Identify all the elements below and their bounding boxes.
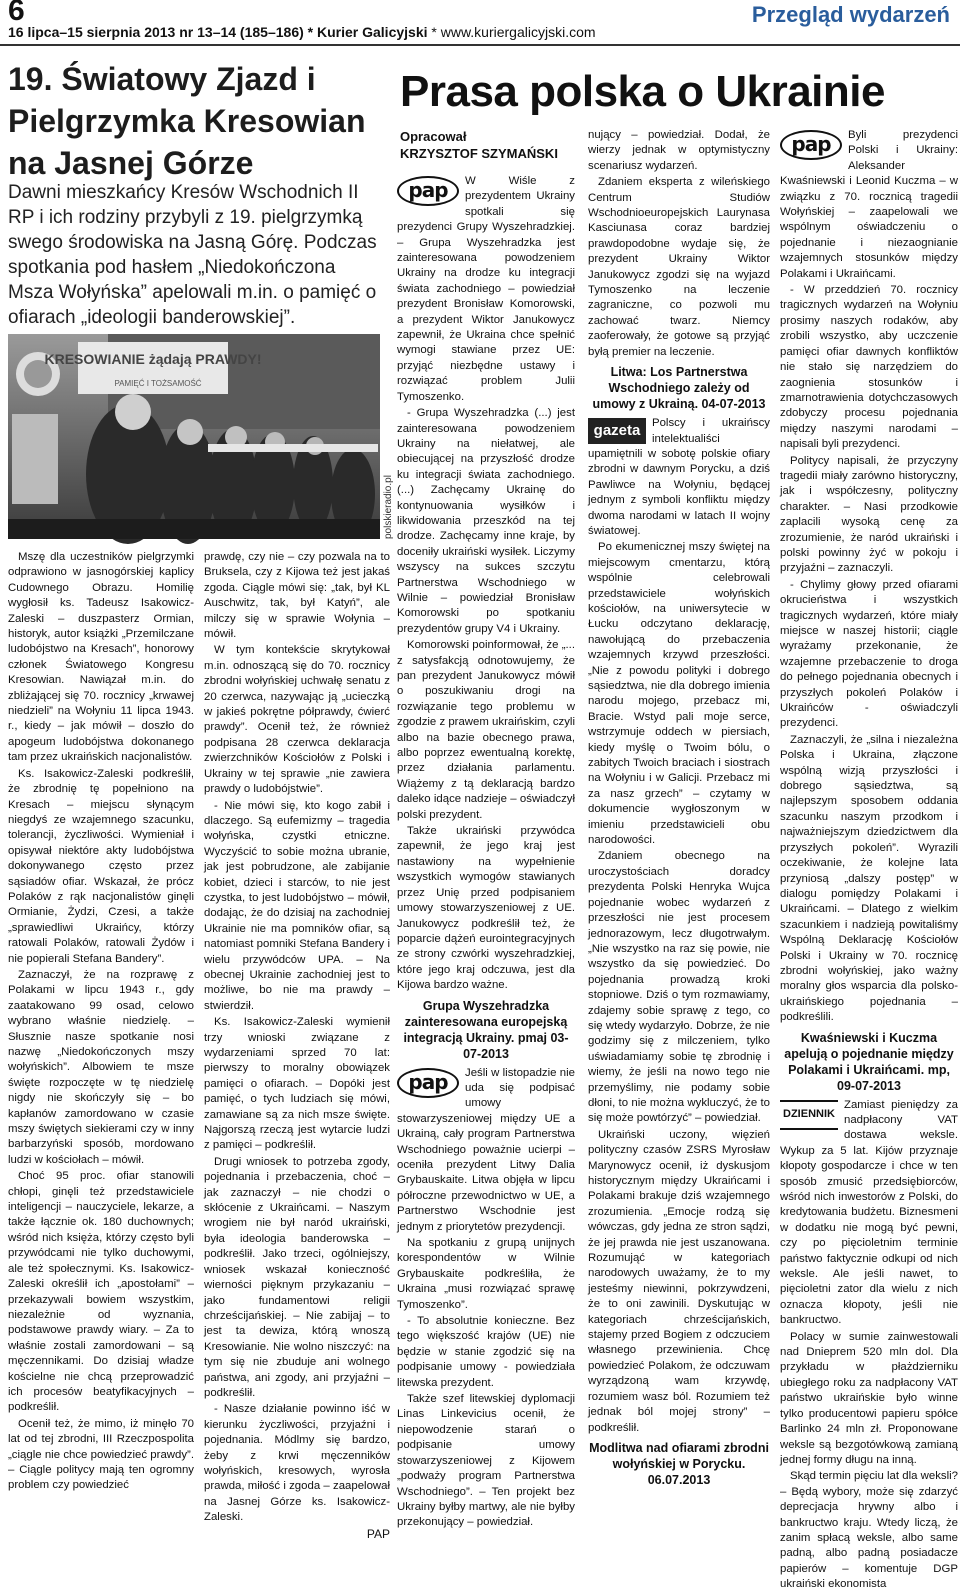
site-url[interactable]: * www.kuriergalicyjski.com (431, 24, 596, 40)
page-number: 6 (8, 0, 25, 27)
news-headline: Modlitwa nad ofiarami zbrodni wołyńskiej w Porycku. 06.07.2013 (589, 1440, 769, 1487)
byline (400, 128, 585, 162)
paragraph: Skąd termin pięciu lat dla weksli? – Będą wybory, może się zdarzyć deprecjacja hrywny albo i bankructwo kraju. Wtedy liczą, że zanim spłacą weksle, albo same padną, albo padną posiadacze papierów – komentuje DGP ukraiński ekonomista (780, 1470, 958, 1591)
photo-image (8, 334, 380, 539)
paragraph: Zamiast pieniędzy za nadpłacony VAT dostawa weksle. Wykup za 5 lat. Kijów przyznaje kłopoty gospodarcze i chce w ten sposób zmusić przedsiębiorców, wśród nich inwestorów z Polski, do kredytowania budżetu. Biznesmeni w dodatku nie mogą być pewni, czy po pięcioletnim terminie państwo faktycznie odkupi od nich weksle. Ale jeśli nawet, to pięcioletni zator dla wielu z nich oznacza kłopoty, jeśli nie bankructwo. (780, 1098, 958, 1327)
byline-author: KRZYSZTOF SZYMAŃSKI (400, 146, 558, 161)
paragraph: Zdaniem eksperta z wileńskiego Centrum Studiów Wschodnioeuropejskich Laurynasa Kasciunasa coraz bardziej prawdopodobne wydaje się, że prezydent Ukrainy Wiktor Janukowycz zgodzi się na wyjazd Tymoszenko na leczenie zagraniczne, co pozwoli mu zachować twarz. Niemcy zaoferowały, że gotowe są przyjąć byłą premier na leczenie. (588, 176, 770, 358)
paragraph: - W przeddzień 70. rocznicy tragicznych wydarzeń na Wołyniu prosimy naszych rodaków, aby zrobili wszystko, aby uczczenie pamięci ofiar dawnych konfliktów nie stało się narzędziem do zaognienia stosunków i zmarnotrawienia dotychczasowych zdobyczy procesu pojednania między naszymi narodami – napisali byli prezydenci. (780, 284, 958, 451)
paragraph: Na spotkaniu z grupą unijnych korespondentów w Wilnie Grybauskaite podkreśliła, że Ukraina „musi rozwiązać sprawę Tymoszenko”. (397, 1237, 575, 1311)
issue-dateline (8, 24, 596, 40)
left-article-column-2 (204, 550, 390, 1541)
paragraph: Byli prezydenci Polski i Ukrainy: Aleksander Kwaśniewski i Leonid Kuczma – w związku z 70. rocznicą tragedii Wołyńskiej – zaapelowali we wspólnym oświadczeniu o pojednanie i niezaognianie wzajemnych stosunków między Polakami i Ukraińcami. (780, 129, 958, 280)
paragraph: Ks. Isakowicz-Zaleski podkreślił, że zbrodnię tę popełniono na Kresach – miejscu słynącym niegdyś ze wzajemnego szacunku, tolerancji, życzliwości. Wymieniał i opisywał niektóre akty ludobójstwa dokonywanego często przez sąsiadów ofiar. Wskazał, że prócz Polaków z rąk nacjonalistów ginęli Ormianie, Żydzi, Czesi, a także „sprawiedliwi Ukraińcy, którzy ratowali Polaków, ratowali Żydów i nie popierali Stefana Bandery”. (8, 767, 194, 965)
paragraph: Jeśli w listopadzie nie uda się podpisać umowy stowarzyszeniowej między UE a Ukrainą, cały program Partnerstwa Wschodniego poważnie ucierpi – oceniła prezydent Litwy Dalia Grybauskaite. Litwa objęła w lipcu półroczne przewodnictwo w UE, a Partnerstwo Wschodnie jest jednym z priorytetów prezydencji. (397, 1066, 575, 1233)
section-title: Przegląd wydarzeń (751, 2, 950, 27)
paragraph: Zaznaczył, że na rozprawę z Polakami w lipcu 1943 r., gdy zaatakowano 99 osad, celowo wybrano właśnie niedzielę. – Słusznie nasze spotkanie nosi nazwę „Niedokończonych mszy wołyńskich”. Albowiem te msze święte rozpoczęte w tę niedzielę nigdy nie skończyły się – bo kapłanów zamordowano w czasie mszy świętych siekierami czy w inny barbarzyński sposób, mordowano ludzi w kościołach – mówił. (8, 968, 194, 1166)
paragraph: prawdę, czy nie – czy pozwala na to Bruksela, czy z Kijowa też jest jakaś zgoda. Ciągle mówi się: „tak, był KL Auschwitz, tak, był Katyń”, ale milczy się w sprawie Wołynia – mówił. (204, 551, 390, 641)
paragraph: Komorowski poinformował, że „... z satysfakcją odnotowujemy, że pan prezydent Janukowycz mówił o poszukiwaniu drogi na rozwiązanie tego problemu w zgodzie z prawem ukraińskim, czyli albo na bazie obecnego prawa, albo poprzez ewentualną korektę, przez działania parlamentu. Wiążemy z tą deklaracją bardzo daleko idące nadzieje – oświadczył polski prezydent. (397, 639, 575, 821)
paragraph: - Nasze działanie powinno iść w kierunku życzliwości, przyjaźni i pojednania. Módlmy się bardzo, żeby z krwi męczenników wołyńskich, kresowych, wyrosła prawda, miłość i zgoda – zaapelował na Jasnej Górze ks. Isakowicz-Zaleski. (204, 1403, 390, 1524)
paragraph: Polacy w sumie zainwestowali nad Dnieprem 520 mln dol. Dla przykładu w płażdzierniku ubiegłego roku za nadpłacony VAT państwo ukraińskie było winne tylko producentowi papieru spółce Barlinko 24 mln zł. Proponowane weksle są bezgotówkową zamianą jednej formy długu na inną. (780, 1330, 958, 1466)
paragraph: - Nie mówi się, kto kogo zabił i dlaczego. Są eufemizmy – tragedia wołyńska, czystki etniczne. Wyczyścić to sobie można ubranie, jak jest pobrudzone, ale zabijanie kobiet, dzieci i starców, to nie jest czystka, to jest ludobójstwo – mówił, dodając, że do dzisiaj na zachodniej Ukrainie nie ma pomników ofiar, są natomiast pomniki Stefana Bandery i wielu przywódców UPA. – Na obecnej Ukrainie zachodniej jest to możliwe, bo nie ma prawdy – stwierdził. (204, 799, 390, 1012)
paragraph: Zaznaczyli, że „silna i niezależna Polska i Ukraina, złączone wspólną wizją przyszłości i dobrego sąsiedztwa, są najlepszym sposobem oddania szacunku naszym przodkom i najważniejszym dziedzictwem dla przyszłych pokoleń”. Wyrazili oczekiwanie, że kolejne lata przyniosą „dalszy postęp” w dialogu pomiędzy Polakami i Ukraińcami. – Dlatego z wielkim szacunkiem i nadzieją powitaliśmy Wspólną Deklarację Kościołów Polski i Ukrainy w 70. rocznicę zbrodni wołyńskiej, jako ważny moralny głos wsparcia dla polsko-ukraińskiego pojednania – podkreślili. (780, 733, 958, 1024)
paragraph: Także ukraiński przywódca zapewnił, że jego kraj jest nastawiony na wypełnienie wszystkich wymogów stawianych przez Unię przed podpisaniem umowy stowarzyszeniowej z UE. Janukowycz podkreślił też, że poparcie dążeń eurointegracyjnych ze strony czwórki wyszehradzkiej, które jego kraj odczuwa, jest dla Kijowa bardzo ważne. (397, 825, 575, 992)
paragraph: Ks. Isakowicz-Zaleski wymienił trzy wnioski związane z wydarzeniami sprzed 70 lat: pierwszy to moralny obowiązek pamięci o ofiarach. – Dopóki jest pamięć, o tych ludziach się mówi, zamawiane są za nich msze święte. Najgorszą rzeczą jest wytarcie ludzi z pamięci – podkreślił. (204, 1016, 390, 1152)
pap-logo: pap (397, 1068, 459, 1098)
pilgrimage-photo (8, 334, 380, 539)
pap-logo: pap (780, 130, 842, 160)
paragraph: - Grupa Wyszehradzka (...) jest zainteresowana powodzeniem Ukrainy na niełatwej, ale obiecującej na przyszłość drodze ku integracji świata zachodniego. (...) Zachęcamy Ukrainę do kontynuowania wysiłków i likwidowania przeszkód na tej drodze. Zachęcamy inne kraje, by doceniły ukraiński wysiłek. Liczymy wszyscy na sukces szczytu Partnerstwa Wschodniego w Wilnie – powiedział Bronisław Komorowski po spotkaniu prezydentów grupy V4 i Ukrainy. (397, 407, 575, 635)
paragraph: Polscy i ukraińscy intelektualiści upamiętnili w sobotę polskie ofiary zbrodni w dawnym Porycku, a dziś Pawliwce na Wołyniu, będącej jednym z symboli konfliktu między dwoma narodami w latach II wojny światowej. (588, 417, 770, 537)
paragraph: Po ekumenicznej mszy świętej na miejscowym cmentarzu, którą wspólnie celebrowali przedstawiciele wołyńskich kościołów, na uniwersytecie w Łucku odczytano deklarację, nawołującą do przebaczenia wzajemnych krzywd przeszłości. „Nie z powodu polityki i dobrego sąsiedztwa, nie dla dobrego imienia narodu mojego, przebacz mi, Bracie. Wstyd pali moje serce, wstrzymuje oddech w piersiach, kiedy myślę o Twoim bólu, o zabitych Twoich braciach i siostrach na Wołyniu i w Galicji. Przebacz mi za nasz grzech” – czytamy w dokumencie wygłoszonym w imieniu przedstawicieli obu narodowości. (588, 541, 770, 847)
paragraph: - Chylimy głowy przed ofiarami okrucieństwa i wszystkich tragicznych wydarzeń, które miały miejsce w naszej historii; ciągle wyrażamy przekonanie, że wzajemne przebaczenie to droga do pełnego pojednania obecnych i przyszłych pokoleń Polaków i Ukraińców - oświadczyli prezydenci. (780, 578, 958, 730)
paragraph: Choć 95 proc. ofiar stanowili chłopi, ginęli też przedstawiciele inteligencji – nauczyciele, lekarze, a także łącznie ok. 180 duchownych; wśród nich księża, którzy często byli przywódcami nie tylko duchowymi, ale też społecznymi. Ks. Isakowicz-Zaleski określił ich „apostołami” – przekazywali bowiem wszystkim, niezależnie od wyznania, podstawowe prawdy wiary. – Za to właśnie zostali zamordowani – są męczennikami. Do dzisiaj władze kościelne nie chcą przeprowadzić ich procesów beatyfikacyjnych – podkreślił. (8, 1170, 194, 1414)
paragraph: - To absolutnie konieczne. Bez tego większość krajów (UE) nie będzie w stanie zgodzić się na podpisanie umowy - powiedziała litewska prezydent. (397, 1315, 575, 1389)
pap-logo: pap (397, 176, 459, 206)
photo-banner-subtext: PAMIĘĆ I TOŻSAMOŚĆ (114, 379, 202, 388)
paragraph: Zdaniem obecnego na uroczystościach doradcy prezydenta Polski Henryka Wujca pojednanie wobec wydarzeń z przeszłości nie jest procesem jednorazowym, lecz długotrwałym. „Nie wszystko na raz się powie, nie wszystko da się powiedzieć. Do pojednania prowadzą kroki stopniowe. Dziś o tym rozmawiamy, zdajemy sobie sprawę z tego, co się wtedy wydarzyło. Dobrze, że nie godzimy się z milczeniem, tylko uświadamiamy sobie tę zbrodnię i wiemy, że jeśli na nowo tego nie przemyślimy, nie podamy sobie dłoni, to nie można wykluczyć, że to się może powtórzyć” – powiedział. (588, 850, 770, 1125)
right-article-title: Prasa polska o Ukrainie (400, 67, 885, 116)
paragraph: Politycy napisali, że przyczyny tragedii miały zarówno historyczny, jak i współczesny, polityczny charakter. – Nasi przodkowie zaplacili wysoką cenę za zrozumienie, że naród ukraiński i polski powinny żyć w pokoju i przyjaźni – zaznaczyli. (780, 454, 958, 575)
left-article-lead: Dawni mieszkańcy Kresów Wschodnich II RP i ich rodziny przybyli z 19. pielgrzymką swego środowiska na Jasną Górę. Podczas spotkania pod hasłem „Niedokończona Msza Wołyńska” apelowali m.in. o pamięć o ofiarach „ideologii banderowskiej”. (8, 182, 377, 328)
left-article-title: 19. Światowy Zjazd i Pielgrzymka Kresowian na Jasnej Górze (8, 61, 366, 181)
photo-banner-text: KRESOWIANIE żądają PRAWDY! (44, 351, 262, 367)
news-headline: Grupa Wyszehradzka zainteresowana europejską integracją Ukrainy. pmaj 03-07-2013 (403, 998, 569, 1061)
paragraph: Także szef litewskiej dyplomacji Linas Linkevicius ocenił, że niepowodzenie starań o podpisanie umowy stowarzyszeniowej z Kijowem „podważy program Partnerstwa Wschodniego”. – Ten projekt bez Ukrainy byłby martwy, ale nie byłby przekonujący – powiedział. (397, 1393, 575, 1529)
gazeta-logo: gazeta (588, 418, 646, 444)
paragraph: Mszę dla uczestników pielgrzymki odprawiono w jasnogórskiej kaplicy Cudownego Obrazu. Homilię wygłosił ks. Tadeusz Isakowicz-Zaleski – duszpasterz Ormian, historyk, autor książki „Przemilczane ludobójstwo na Kresach”, honorowy członek Światowego Kongresu Kresowian. Nawiązał m.in. do zbliżającej się 70. rocznicy „krwawej niedzieli” na Wołyniu 11 lipca 1943. r., kiedy – jak mówił – doszło do apogeum ludobójstwa dokonanego tam przez ukraińskich nacjonalistów. (8, 551, 194, 764)
paragraph: nujący – powiedział. Dodał, że wierzy jednak w optymistyczny scenariusz wydarzeń. (588, 129, 770, 172)
right-article-column-1 (397, 174, 575, 1529)
paragraph: Drugi wniosek to potrzeba zgody, pojednania i przebaczenia, choć – jak zaznaczył – nie chodzi o skłócenie z Ukraińcami. – Naszym wrogiem nie był naród ukraiński, była ideologia banderowska – podkreślił. Jako trzeci, ogólniejszy, wniosek wskazał konieczność wierności pięknym przykazaniu – jako fundamentowi religii chrześcijańskiej. – Nie zabijaj – to jest ta dewiza, którą wnoszą Kresowianie. Nie wolno niszczyć: na tym się nie zbuduje ani wolnego państwa, ani zgody, ani przyjaźni – podkreślił. (204, 1155, 390, 1399)
paragraph: Ukraiński uczony, więzień polityczny czasów ZSRS Myrosław Marynowycz ocenił, iż dyskusjom historycznym między Ukraińcami i Polakami brakuje dziś wzajemnego zrozumienia. „Emocje rodzą się wówczas, gdy jedna ze stron sądzi, że jej prawda nie jest uszanowana. Rozumująć w kategoriach narodowych uważamy, że to my jesteśmy niewinni, pokrzywdzeni, że to oni zawinili. Dyskutując w kategoriach chrześcijańskich, stajemy przed Bogiem z odczuciem własnego przewinienia. Chcę powiedzieć Polakom, że odczuwam wyrządzoną wam krzywdę, rozumiem wasz ból. Rozumiem też jednak ból mojej strony” – podkreślił. (588, 1128, 770, 1434)
news-headline: Litwa: Los Partnerstwa Wschodniego zależy od umowy z Ukrainą. 04-07-2013 (592, 365, 766, 412)
article-signature: PAP (366, 1526, 390, 1541)
right-article-column-3 (780, 128, 958, 1591)
byline-label: Opracował (400, 129, 467, 144)
paragraph: W Wiśle z prezydentem Ukrainy spotkali się prezydenci Grupy Wyszehradzkiej. – Grupa Wyszehradzka jest zainteresowana powodzeniem Ukrainy na drodze ku integracji świata zachodniego – powiedział prezydent Bronisław Komorowski, a prezydent Wiktor Janukowycz zapewnił, że Ukraina chce spełnić wymogi stawiane przez UE: przyjąć niezbędne ustawy i rozwiązać problem Julii Tymoszenko. (397, 175, 575, 403)
photo-credit: polskieradio.pl (383, 475, 394, 539)
issue-info: 16 lipca–15 sierpnia 2013 nr 13–14 (185–186) * Kurier Galicyjski (8, 24, 428, 40)
news-headline: Kwaśniewski i Kuczma apelują o pojednanie między Polakami i Ukraińcami. mp, 09-07-2013 (784, 1030, 954, 1093)
dziennik-logo: DZIENNIK (780, 1100, 838, 1130)
header-divider (0, 44, 960, 46)
left-article-column-1 (8, 550, 194, 1490)
paragraph: W tym kontekście skrytykował m.in. odnoszącą się do 70. rocznicy zbrodni wołyńskiej uchwałę senatu z 20 czerwca, nazywając ją „ucieczką w jakieś pokrętne półprawdy, ćwierć prawdy”. Ocenił też, że również podpisana 28 czerwca deklaracja zwierzchników Kościołów z Polski i Ukrainy w tej sprawie „nie zawiera prawdy o ludobójstwie”. (204, 644, 390, 796)
paragraph: Ocenił też, że mimo, iż minęło 70 lat od tej zbrodni, III Rzeczpospolita „ciągle nie chce powiedzieć prawdy”. – Ciągle politycy mają ten ogromny problem czy powiedzieć (8, 1417, 194, 1492)
right-article-column-2 (588, 128, 770, 1490)
